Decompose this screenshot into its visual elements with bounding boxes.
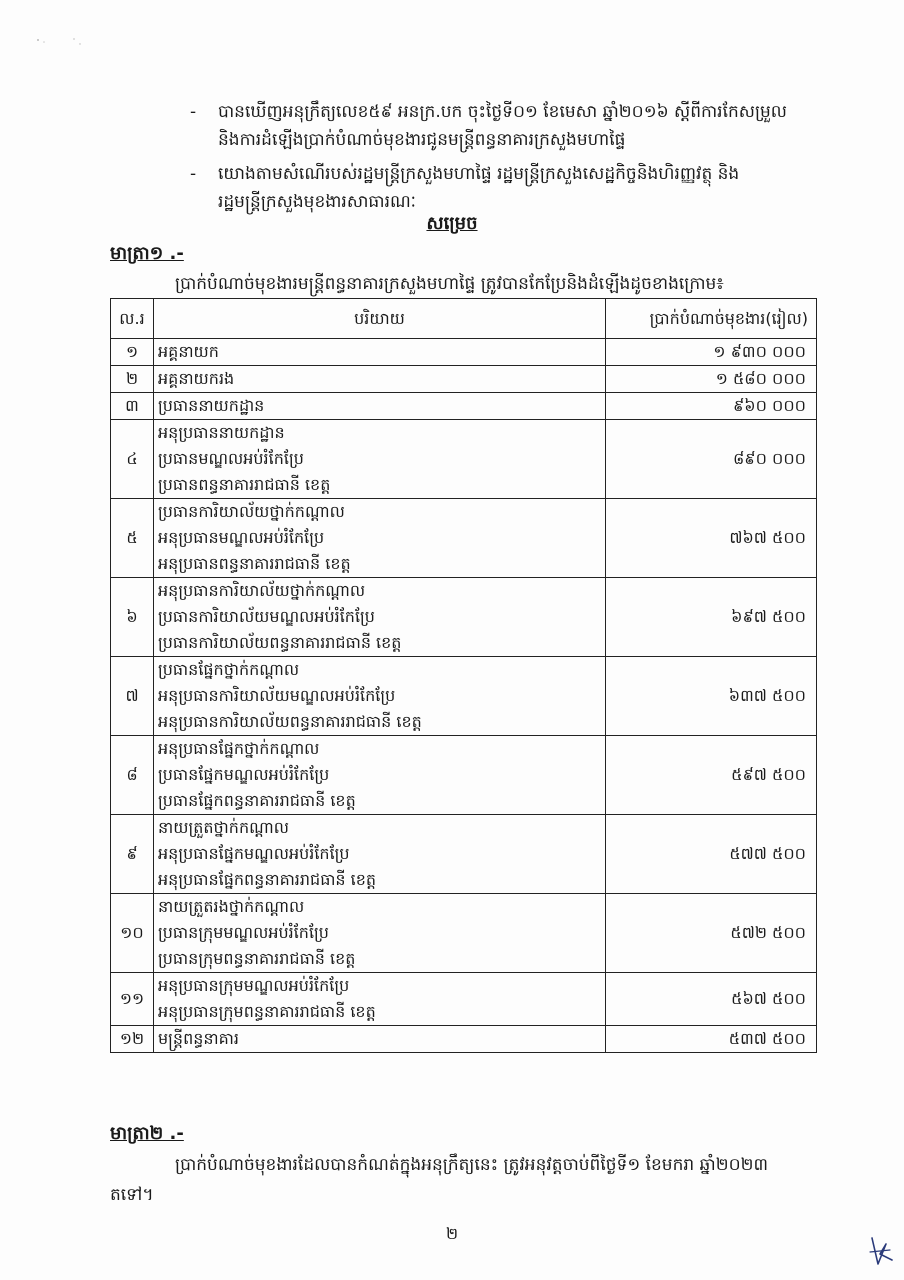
article-2-line: ប្រាក់បំណាច់មុខងារដែលបានកំណត់ក្នុងអនុក្រឹត្យនេះ ត្រូវអនុវត្តចាប់ពីថ្ងៃទី១ ខែមករា ឆ្នាំ២០២៣: [175, 1155, 769, 1175]
table-header-row: [111, 299, 817, 339]
row-number: ៩: [111, 815, 154, 894]
position-title: អនុប្រធានផ្នែកពន្ធនាគាររាជធានី ខេត្ត: [158, 870, 377, 889]
row-amount: ៥៣៧ ៥០០: [606, 1026, 817, 1053]
position-title: អនុប្រធានការិយាល័យមណ្ឌលអប់រំកែប្រែ: [158, 686, 396, 705]
table-row: [111, 339, 817, 366]
row-number: ១១: [111, 973, 154, 1026]
position-title: អនុប្រធានក្រុមពន្ធនាគាររាជធានី ខេត្ត: [158, 1002, 376, 1021]
position-title: ប្រធានការិយាល័យពន្ធនាគាររាជធានី ខេត្ត: [158, 633, 402, 652]
header-amount: ប្រាក់បំណាច់មុខងារ(រៀល): [606, 299, 817, 339]
position-title: អគ្គនាយករង: [158, 369, 235, 388]
row-description: [154, 815, 606, 894]
row-amount: ៦៩៧ ៥០០: [606, 578, 817, 657]
row-amount: ១ ៥៨០ ០០០: [606, 366, 817, 393]
position-title: អនុប្រធាននាយកដ្ឋាន: [158, 423, 285, 442]
preamble-line: យោងតាមសំណើរបស់រដ្ឋមន្ត្រីក្រសួងមហាផ្ទៃ រដ្ឋមន្ត្រីក្រសួងសេដ្ឋកិច្ចនិងហិរញ្ញវត្ថុ និង: [218, 164, 740, 184]
salary-table: [110, 298, 817, 1053]
row-number: ៣: [111, 393, 154, 420]
preamble-line: បានឃើញអនុក្រឹត្យលេខ៥៩ អនក្រ.បក ចុះថ្ងៃទី០១ ខែមេសា ឆ្នាំ២០១៦ ស្តីពីការកែសម្រួល: [218, 102, 787, 122]
preamble-line: រដ្ឋមន្ត្រីក្រសួងមុខងារសាធារណៈ: [218, 192, 416, 212]
position-title: ប្រធានផ្នែកមណ្ឌលអប់រំកែប្រែ: [158, 765, 330, 784]
row-description: [154, 1026, 606, 1053]
article-2-line: តទៅ។: [110, 1185, 154, 1205]
position-title: ប្រធានមណ្ឌលអប់រំកែប្រែ: [158, 449, 304, 468]
position-title: នាយត្រួតថ្នាក់កណ្ដាល: [158, 818, 289, 837]
table-row: [111, 736, 817, 815]
position-title: អគ្គនាយក: [158, 342, 219, 361]
preamble-item: [190, 98, 830, 154]
row-description: [154, 420, 606, 499]
article-1-heading: មាត្រា១ .-: [110, 243, 184, 264]
article-1-intro: ប្រាក់បំណាច់មុខងារមន្ត្រីពន្ធនាគារក្រសួងមហាផ្ទៃ ត្រូវបានកែប្រែនិងដំឡើងដូចខាងក្រោម៖: [175, 274, 724, 294]
row-amount: ៨៩០ ០០០: [606, 420, 817, 499]
table-row: [111, 815, 817, 894]
preamble: [190, 98, 830, 222]
row-number: ១: [111, 339, 154, 366]
preamble-item: [190, 160, 830, 216]
position-title: អនុប្រធានពន្ធនាគាររាជធានី ខេត្ត: [158, 554, 351, 573]
decision-heading: សម្រេច: [426, 213, 478, 234]
position-title: ប្រធានការិយាល័យថ្នាក់កណ្ដាល: [158, 502, 345, 521]
row-amount: ៥៧២ ៥០០: [606, 894, 817, 973]
position-title: ប្រធានផ្នែកពន្ធនាគាររាជធានី ខេត្ត: [158, 791, 356, 810]
table-body: [111, 339, 817, 1053]
row-amount: ៥៩៧ ៥០០: [606, 736, 817, 815]
row-amount: ៦៣៧ ៥០០: [606, 657, 817, 736]
row-amount: ៥៧៧ ៥០០: [606, 815, 817, 894]
position-title: ប្រធានពន្ធនាគាររាជធានី ខេត្ត: [158, 475, 331, 494]
table-row: [111, 973, 817, 1026]
position-title: អនុប្រធានការិយាល័យថ្នាក់កណ្ដាល: [158, 581, 366, 600]
table-row: [111, 657, 817, 736]
row-number: ៨: [111, 736, 154, 815]
position-title: អនុប្រធានមណ្ឌលអប់រំកែប្រែ: [158, 528, 325, 547]
article-2-heading: មាត្រា២ .-: [110, 1123, 184, 1144]
row-amount: ៧៦៧ ៥០០: [606, 499, 817, 578]
position-title: អនុប្រធានផ្នែកមណ្ឌលអប់រំកែប្រែ: [158, 844, 350, 863]
row-description: [154, 894, 606, 973]
table-row: [111, 393, 817, 420]
row-number: ៥: [111, 499, 154, 578]
table-row: [111, 366, 817, 393]
position-title: មន្ត្រីពន្ធនាគារ: [158, 1029, 239, 1048]
row-description: [154, 973, 606, 1026]
position-title: នាយត្រួតរងថ្នាក់កណ្ដាល: [158, 897, 305, 916]
position-title: ប្រធានក្រុមមណ្ឌលអប់រំកែប្រែ: [158, 923, 329, 942]
row-description: [154, 578, 606, 657]
position-title: ប្រធាននាយកដ្ឋាន: [158, 396, 265, 415]
header-number: ល.រ: [111, 299, 154, 339]
row-amount: ៥៦៧ ៥០០: [606, 973, 817, 1026]
row-description: [154, 657, 606, 736]
header-description: បរិយាយ: [154, 299, 606, 339]
row-description: [154, 393, 606, 420]
table-row: [111, 499, 817, 578]
row-amount: ៩៦០ ០០០: [606, 393, 817, 420]
row-number: ២: [111, 366, 154, 393]
row-number: ១២: [111, 1026, 154, 1053]
row-number: ៤: [111, 420, 154, 499]
row-description: [154, 736, 606, 815]
position-title: ប្រធានការិយាល័យមណ្ឌលអប់រំកែប្រែ: [158, 607, 375, 626]
table-row: [111, 578, 817, 657]
bullet-dash: -: [190, 102, 197, 122]
bullet-dash: -: [190, 164, 197, 184]
position-title: អនុប្រធានការិយាល័យពន្ធនាគាររាជធានី ខេត្ត: [158, 712, 422, 731]
row-amount: ១ ៩៣០ ០០០: [606, 339, 817, 366]
row-number: ៧: [111, 657, 154, 736]
preamble-line: និងការដំឡើងប្រាក់បំណាច់មុខងារជូនមន្ត្រីពន្ធនាគារក្រសួងមហាផ្ទៃ: [218, 130, 626, 150]
position-title: ប្រធានផ្នែកថ្នាក់កណ្ដាល: [158, 660, 300, 679]
row-description: [154, 499, 606, 578]
row-number: ១០: [111, 894, 154, 973]
row-description: [154, 339, 606, 366]
page-number: ២: [445, 1224, 459, 1243]
table-row: [111, 420, 817, 499]
position-title: អនុប្រធានផ្នែកថ្នាក់កណ្ដាល: [158, 739, 320, 758]
handwritten-initials: [866, 1234, 896, 1270]
row-description: [154, 366, 606, 393]
article-2-body: [110, 1150, 830, 1210]
position-title: ប្រធានក្រុមពន្ធនាគាររាជធានី ខេត្ត: [158, 949, 356, 968]
row-number: ៦: [111, 578, 154, 657]
table-row: [111, 894, 817, 973]
position-title: អនុប្រធានក្រុមមណ្ឌលអប់រំកែប្រែ: [158, 976, 350, 995]
scan-specks: [30, 30, 90, 50]
table-row: [111, 1026, 817, 1053]
